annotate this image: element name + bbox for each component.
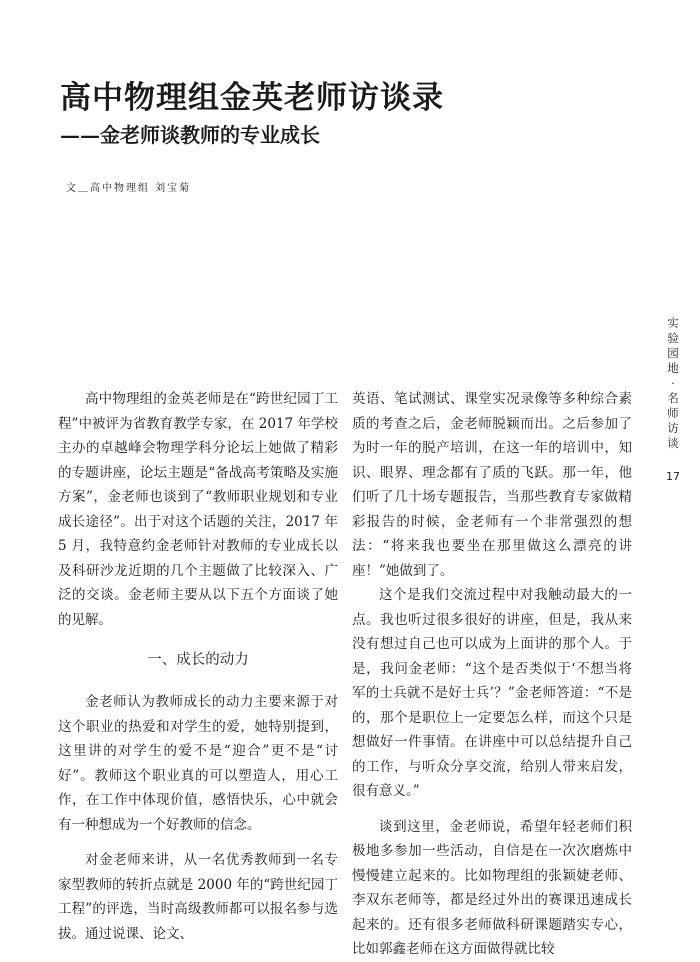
section-label — [664, 316, 682, 451]
paragraph-continued: 英语、笔试测试、课堂实况录像等多种综合素质的考查之后，金老师脱颖而出。之后参加了为时一年的脱产培训，在这一年的培训中，知识、眼界、理念都有了质的飞跃。那一年，他们听了几十场专题报告，当那些教育专家做精彩报告的时候，金老师有一个非常强烈的想法：“将来我也要坐在那里做这么漂亮的讲座！”她做到了。 — [352, 391, 632, 579]
section-label-char: 验 — [667, 331, 679, 345]
article-subtitle: ——金老师谈教师的专业成长 — [60, 123, 320, 147]
byline: 文＿高中物理组 刘宝菊 — [66, 183, 192, 194]
paragraph: 金老师认为教师成长的动力主要来源于对这个职业的热爱和对学生的爱，她特别提到，这里讲的对学生的爱不是“迎合”更不是“讨好”。教师这个职业真的可以塑造人，用心工作，在工作中体现价值，感悟快乐，心中就会有一种想成为一个好教师的信念。 — [58, 694, 338, 833]
section-label-char: · — [671, 376, 675, 390]
paragraph: 这个是我们交流过程中对我触动最大的一点。我也听过很多很好的讲座，但是，我从来没有想过自己也可以成为上面讲的那个人。于是，我问金老师：“这个是否类似于‘不想当将军的士兵就不是好士兵’？”金老师答道：“不是的，那个是职位上一定要怎么样，而这个只是想做好一件事情。在讲座中可以总结提升自己的工作，与听众分享交流，给别人带来启发，很有意义。” — [352, 587, 632, 799]
section-label-char: 谈 — [667, 436, 679, 450]
body-column-right — [352, 387, 632, 962]
section-label-char: 访 — [667, 421, 679, 435]
section-label-char: 地 — [667, 361, 679, 375]
article-title: 高中物理组金英老师访谈录 — [60, 80, 444, 116]
paragraph-intro: 高中物理组的金英老师是在“跨世纪园丁工程”中被评为省教育教学专家，在 2017 年学校主办的卓越峰会物理学科分论坛上她做了精彩的专题讲座，论坛主题是“备战高考策略及实施方案”，金老师也谈到了“教师职业规划和专业成长途径”。出于对这个话题的关注，2017 年 5 月，我特意约金老师针对教师的专业成长以及科研沙龙近期的几个主题做了比较深入、广泛的交谈。金老师主要从以下五个方面谈了她的见解。 — [58, 391, 338, 628]
section-label-char: 名 — [667, 391, 679, 405]
section-heading: 一、成长的动力 — [147, 652, 249, 668]
paragraph: 谈到这里，金老师说，希望年轻老师们积极地多参加一些活动，自信是在一次次磨炼中慢慢建立起来的。比如物理组的张颖婕老师、李双东老师等，都是经过外出的赛课迅速成长起来的。还有很多老师做科研课题踏实专心，比如郭鑫老师在这方面做得就比较 — [352, 818, 632, 957]
section-label-char: 师 — [667, 406, 679, 420]
body-column-left — [58, 387, 338, 946]
paragraph: 对金老师来讲，从一名优秀教师到一名专家型教师的转折点就是 2000 年的“跨世纪园丁工程”的评选，当时高级教师都可以报名参与选拔。通过说课、论文、 — [58, 852, 338, 942]
section-label-char: 园 — [667, 346, 679, 360]
section-label-char: 实 — [667, 316, 679, 330]
page-number: 17 — [666, 470, 680, 483]
